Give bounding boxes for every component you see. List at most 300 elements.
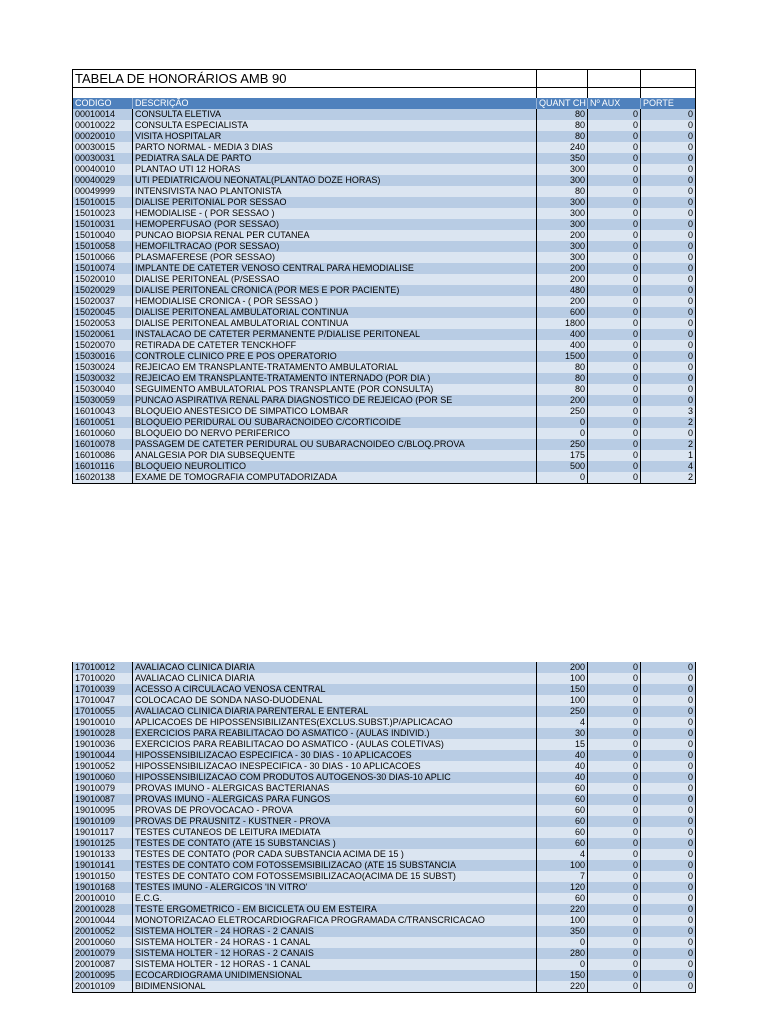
cell-aux: 0 (588, 439, 641, 450)
cell-code: 00040029 (73, 175, 133, 186)
fee-table (72, 69, 696, 484)
table-row (73, 783, 696, 794)
cell-aux: 0 (588, 750, 641, 761)
cell-porte: 0 (641, 263, 696, 274)
cell-aux: 0 (588, 450, 641, 461)
cell-description: EXERCICIOS PARA REABILITACAO DO ASMATICO - (AULAS INDIVID.) (133, 728, 537, 739)
cell-quant-ch: 80 (537, 109, 588, 120)
cell-porte: 0 (641, 285, 696, 296)
cell-code: 16010051 (73, 417, 133, 428)
title-row (73, 70, 696, 88)
table-row (73, 263, 696, 274)
cell-porte: 0 (641, 241, 696, 252)
cell-quant-ch: 350 (537, 153, 588, 164)
table-row (73, 750, 696, 761)
cell-description: DIALISE PERITONIAL POR SESSAO (133, 197, 537, 208)
cell-porte: 0 (641, 816, 696, 827)
cell-porte: 0 (641, 981, 696, 993)
table-row (73, 362, 696, 373)
cell-description: INTENSIVISTA NAO PLANTONISTA (133, 186, 537, 197)
cell-quant-ch: 350 (537, 926, 588, 937)
cell-porte: 0 (641, 838, 696, 849)
cell-aux: 0 (588, 131, 641, 142)
cell-quant-ch: 60 (537, 794, 588, 805)
cell-aux: 0 (588, 893, 641, 904)
cell-code: 19010010 (73, 717, 133, 728)
cell-quant-ch: 250 (537, 706, 588, 717)
cell-aux: 0 (588, 970, 641, 981)
cell-description: PUNCAO BIOPSIA RENAL PER CUTANEA (133, 230, 537, 241)
cell-description: CONSULTA ELETIVA (133, 109, 537, 120)
cell-description: BIDIMENSIONAL (133, 981, 537, 993)
cell-aux: 0 (588, 296, 641, 307)
cell-aux: 0 (588, 717, 641, 728)
cell-quant-ch: 300 (537, 164, 588, 175)
cell-porte: 2 (641, 417, 696, 428)
cell-code: 15030016 (73, 351, 133, 362)
cell-aux: 0 (588, 395, 641, 406)
cell-porte: 0 (641, 915, 696, 926)
cell-porte: 0 (641, 230, 696, 241)
cell-quant-ch: 100 (537, 673, 588, 684)
cell-porte: 0 (641, 252, 696, 263)
cell-porte: 0 (641, 307, 696, 318)
cell-quant-ch: 4 (537, 717, 588, 728)
cell-quant-ch: 200 (537, 230, 588, 241)
cell-code: 20010087 (73, 959, 133, 970)
cell-description: AVALIACAO CLINICA DIARIA PARENTERAL E ENTERAL (133, 706, 537, 717)
cell-aux: 0 (588, 318, 641, 329)
cell-description: AVALIACAO CLINICA DIARIA (133, 673, 537, 684)
cell-quant-ch: 1500 (537, 351, 588, 362)
cell-description: INSTALACAO DE CATETER PERMANENTE P/DIALISE PERITONEAL (133, 329, 537, 340)
cell-porte: 0 (641, 131, 696, 142)
cell-quant-ch: 0 (537, 417, 588, 428)
cell-description: TESTES DE CONTATO (POR CADA SUBSTANCIA ACIMA DE 15 ) (133, 849, 537, 860)
cell-code: 19010087 (73, 794, 133, 805)
table-row (73, 959, 696, 970)
cell-aux: 0 (588, 406, 641, 417)
cell-quant-ch: 480 (537, 285, 588, 296)
cell-porte: 0 (641, 384, 696, 395)
cell-quant-ch: 30 (537, 728, 588, 739)
cell-description: PROVAS DE PROVOCACAO - PROVA (133, 805, 537, 816)
cell-code: 16010078 (73, 439, 133, 450)
cell-aux: 0 (588, 684, 641, 695)
cell-code: 15030024 (73, 362, 133, 373)
table-row (73, 417, 696, 428)
cell-porte: 0 (641, 340, 696, 351)
cell-quant-ch: 240 (537, 142, 588, 153)
table-title: TABELA DE HONORÁRIOS AMB 90 (73, 70, 537, 88)
cell-aux: 0 (588, 472, 641, 484)
cell-description: BLOQUEIO DO NERVO PERIFERICO (133, 428, 537, 439)
cell-quant-ch: 60 (537, 783, 588, 794)
table-row (73, 296, 696, 307)
cell-aux: 0 (588, 981, 641, 993)
cell-porte: 2 (641, 439, 696, 450)
cell-porte: 0 (641, 274, 696, 285)
cell-description: COLOCACAO DE SONDA NASO-DUODENAL (133, 695, 537, 706)
cell-description: APLICACOES DE HIPOSSENSIBILIZANTES(EXCLUS.SUBST.)P/APLICACAO (133, 717, 537, 728)
cell-code: 00049999 (73, 186, 133, 197)
cell-description: CONTROLE CLINICO PRE E POS OPERATORIO (133, 351, 537, 362)
table-row (73, 904, 696, 915)
table-row (73, 384, 696, 395)
cell-porte: 0 (641, 717, 696, 728)
table-row (73, 197, 696, 208)
cell-description: HEMOFILTRACAO (POR SESSAO) (133, 241, 537, 252)
cell-quant-ch: 175 (537, 450, 588, 461)
cell-description: HEMODIALISE CRONICA - ( POR SESSAO ) (133, 296, 537, 307)
cell-code: 16010086 (73, 450, 133, 461)
header-row (73, 98, 696, 109)
cell-quant-ch: 200 (537, 662, 588, 673)
cell-description: REJEICAO EM TRANSPLANTE-TRATAMENTO INTERNADO (POR DIA ) (133, 373, 537, 384)
cell-quant-ch: 40 (537, 750, 588, 761)
cell-aux: 0 (588, 340, 641, 351)
cell-porte: 0 (641, 871, 696, 882)
cell-quant-ch: 80 (537, 131, 588, 142)
cell-code: 15010040 (73, 230, 133, 241)
cell-quant-ch: 0 (537, 472, 588, 484)
cell-aux: 0 (588, 461, 641, 472)
cell-quant-ch: 250 (537, 406, 588, 417)
cell-description: BLOQUEIO NEUROLITICO (133, 461, 537, 472)
cell-code: 17010012 (73, 662, 133, 673)
table-row (73, 373, 696, 384)
cell-quant-ch: 220 (537, 904, 588, 915)
blank-cell (588, 88, 641, 99)
cell-description: BLOQUEIO ANESTESICO DE SIMPATICO LOMBAR (133, 406, 537, 417)
cell-quant-ch: 120 (537, 882, 588, 893)
cell-porte: 0 (641, 860, 696, 871)
cell-description: PUNCAO ASPIRATIVA RENAL PARA DIAGNOSTICO DE REJEICAO (POR SE (133, 395, 537, 406)
cell-aux: 0 (588, 926, 641, 937)
cell-porte: 0 (641, 783, 696, 794)
cell-code: 20010095 (73, 970, 133, 981)
cell-code: 19010036 (73, 739, 133, 750)
cell-quant-ch: 400 (537, 340, 588, 351)
cell-aux: 0 (588, 208, 641, 219)
cell-code: 17010020 (73, 673, 133, 684)
table-row (73, 252, 696, 263)
cell-quant-ch: 600 (537, 307, 588, 318)
header-quant-ch: QUANT CH (537, 98, 588, 109)
cell-description: RETIRADA DE CATETER TENCKHOFF (133, 340, 537, 351)
cell-porte: 0 (641, 164, 696, 175)
title-blank-cell (588, 70, 641, 88)
table-row (73, 164, 696, 175)
cell-aux: 0 (588, 329, 641, 340)
cell-description: BLOQUEIO PERIDURAL OU SUBARACNOIDEO C/CORTICOIDE (133, 417, 537, 428)
table-row (73, 230, 696, 241)
cell-aux: 0 (588, 794, 641, 805)
cell-code: 20010010 (73, 893, 133, 904)
table-row (73, 142, 696, 153)
cell-code: 15030059 (73, 395, 133, 406)
cell-porte: 0 (641, 120, 696, 131)
cell-quant-ch: 100 (537, 860, 588, 871)
table-row (73, 937, 696, 948)
cell-aux: 0 (588, 263, 641, 274)
cell-code: 19010109 (73, 816, 133, 827)
cell-quant-ch: 200 (537, 263, 588, 274)
cell-description: SEGUIMENTO AMBULATORIAL POS TRANSPLANTE (POR CONSULTA) (133, 384, 537, 395)
cell-aux: 0 (588, 772, 641, 783)
table-row (73, 329, 696, 340)
cell-quant-ch: 220 (537, 981, 588, 993)
cell-description: TESTES DE CONTATO COM FOTOSSEMSIBILIZACAO(ACIMA DE 15 SUBST) (133, 871, 537, 882)
table-row (73, 838, 696, 849)
cell-quant-ch: 200 (537, 395, 588, 406)
cell-aux: 0 (588, 219, 641, 230)
cell-description: SISTEMA HOLTER - 12 HORAS - 1 CANAL (133, 959, 537, 970)
cell-quant-ch: 300 (537, 197, 588, 208)
cell-code: 15010066 (73, 252, 133, 263)
table-row (73, 662, 696, 673)
table-row (73, 684, 696, 695)
cell-quant-ch: 80 (537, 362, 588, 373)
cell-porte: 0 (641, 208, 696, 219)
cell-description: TESTES IMUNO - ALERGICOS 'IN VITRO' (133, 882, 537, 893)
cell-quant-ch: 300 (537, 175, 588, 186)
cell-porte: 0 (641, 750, 696, 761)
cell-porte: 0 (641, 970, 696, 981)
cell-description: PROVAS IMUNO - ALERGICAS BACTERIANAS (133, 783, 537, 794)
table-row (73, 673, 696, 684)
table-row (73, 772, 696, 783)
table-row (73, 241, 696, 252)
cell-aux: 0 (588, 351, 641, 362)
cell-quant-ch: 80 (537, 373, 588, 384)
cell-aux: 0 (588, 662, 641, 673)
cell-quant-ch: 1800 (537, 318, 588, 329)
table-row (73, 948, 696, 959)
cell-aux: 0 (588, 186, 641, 197)
cell-code: 16010116 (73, 461, 133, 472)
header-porte: PORTE (641, 98, 696, 109)
cell-code: 19010095 (73, 805, 133, 816)
table-row (73, 849, 696, 860)
cell-code: 20010060 (73, 937, 133, 948)
cell-code: 15010058 (73, 241, 133, 252)
table-row (73, 794, 696, 805)
cell-aux: 0 (588, 252, 641, 263)
cell-aux: 0 (588, 673, 641, 684)
cell-quant-ch: 300 (537, 252, 588, 263)
cell-aux: 0 (588, 384, 641, 395)
table-row (73, 406, 696, 417)
cell-porte: 0 (641, 706, 696, 717)
cell-code: 15010074 (73, 263, 133, 274)
cell-aux: 0 (588, 241, 641, 252)
cell-aux: 0 (588, 805, 641, 816)
table-row (73, 472, 696, 484)
cell-porte: 2 (641, 472, 696, 484)
cell-porte: 0 (641, 827, 696, 838)
cell-description: AVALIACAO CLINICA DIARIA (133, 662, 537, 673)
cell-aux: 0 (588, 904, 641, 915)
cell-code: 16010060 (73, 428, 133, 439)
cell-description: DIALISE PERITONEAL CRONICA (POR MES E POR PACIENTE) (133, 285, 537, 296)
table-row (73, 153, 696, 164)
cell-aux: 0 (588, 197, 641, 208)
cell-aux: 0 (588, 164, 641, 175)
cell-porte: 0 (641, 186, 696, 197)
fee-table-continued (72, 662, 696, 993)
cell-code: 19010168 (73, 882, 133, 893)
cell-aux: 0 (588, 882, 641, 893)
cell-porte: 0 (641, 948, 696, 959)
cell-quant-ch: 60 (537, 893, 588, 904)
cell-description: MONOTORIZACAO ELETROCARDIOGRAFICA PROGRAMADA C/TRANSCRICACAO (133, 915, 537, 926)
cell-code: 00030031 (73, 153, 133, 164)
cell-porte: 0 (641, 395, 696, 406)
cell-aux: 0 (588, 915, 641, 926)
cell-description: VISITA HOSPITALAR (133, 131, 537, 142)
cell-porte: 0 (641, 728, 696, 739)
table-row (73, 981, 696, 993)
cell-aux: 0 (588, 285, 641, 296)
cell-aux: 0 (588, 838, 641, 849)
table-row (73, 439, 696, 450)
cell-porte: 1 (641, 450, 696, 461)
title-blank-cell (537, 70, 588, 88)
cell-code: 20010044 (73, 915, 133, 926)
table-row (73, 428, 696, 439)
table-row (73, 120, 696, 131)
cell-code: 15030040 (73, 384, 133, 395)
cell-aux: 0 (588, 816, 641, 827)
cell-quant-ch: 0 (537, 428, 588, 439)
cell-description: TESTE ERGOMETRICO - EM BICICLETA OU EM ESTEIRA (133, 904, 537, 915)
cell-code: 17010047 (73, 695, 133, 706)
cell-porte: 0 (641, 926, 696, 937)
cell-quant-ch: 250 (537, 439, 588, 450)
cell-code: 16020138 (73, 472, 133, 484)
cell-aux: 0 (588, 109, 641, 120)
cell-quant-ch: 280 (537, 948, 588, 959)
cell-code: 15030032 (73, 373, 133, 384)
cell-porte: 0 (641, 428, 696, 439)
cell-description: PARTO NORMAL - MEDIA 3 DIAS (133, 142, 537, 153)
blank-row (73, 88, 696, 99)
cell-code: 15020070 (73, 340, 133, 351)
cell-aux: 0 (588, 739, 641, 750)
table-row (73, 340, 696, 351)
table-row (73, 695, 696, 706)
header-descricao: DESCRIÇÃO (133, 98, 537, 109)
cell-description: HEMODIALISE - ( POR SESSAO ) (133, 208, 537, 219)
cell-quant-ch: 300 (537, 241, 588, 252)
cell-code: 17010039 (73, 684, 133, 695)
table-row (73, 318, 696, 329)
cell-porte: 0 (641, 772, 696, 783)
cell-porte: 0 (641, 739, 696, 750)
cell-quant-ch: 15 (537, 739, 588, 750)
cell-porte: 0 (641, 175, 696, 186)
cell-description: CONSULTA ESPECIALISTA (133, 120, 537, 131)
cell-porte: 0 (641, 219, 696, 230)
table-row (73, 285, 696, 296)
cell-aux: 0 (588, 827, 641, 838)
cell-quant-ch: 80 (537, 384, 588, 395)
cell-description: ACESSO A CIRCULACAO VENOSA CENTRAL (133, 684, 537, 695)
cell-porte: 0 (641, 695, 696, 706)
cell-quant-ch: 300 (537, 208, 588, 219)
cell-code: 00020010 (73, 131, 133, 142)
cell-description: EXAME DE TOMOGRAFIA COMPUTADORIZADA (133, 472, 537, 484)
cell-aux: 0 (588, 274, 641, 285)
table-row (73, 761, 696, 772)
cell-code: 00010014 (73, 109, 133, 120)
table-row (73, 717, 696, 728)
cell-code: 17010055 (73, 706, 133, 717)
cell-description: PASSAGEM DE CATETER PERIDURAL OU SUBARACNOIDEO C/BLOQ.PROVA (133, 439, 537, 450)
table-row (73, 915, 696, 926)
cell-code: 19010028 (73, 728, 133, 739)
cell-quant-ch: 200 (537, 296, 588, 307)
table-row (73, 728, 696, 739)
table-row (73, 208, 696, 219)
cell-aux: 0 (588, 428, 641, 439)
cell-quant-ch: 150 (537, 970, 588, 981)
cell-quant-ch: 80 (537, 120, 588, 131)
cell-description: TESTES DE CONTATO (ATE 15 SUBSTANCIAS ) (133, 838, 537, 849)
cell-porte: 0 (641, 296, 696, 307)
cell-quant-ch: 150 (537, 684, 588, 695)
cell-description: SISTEMA HOLTER - 24 HORAS - 2 CANAIS (133, 926, 537, 937)
cell-porte: 0 (641, 109, 696, 120)
table-row (73, 219, 696, 230)
cell-code: 00030015 (73, 142, 133, 153)
cell-description: DIALISE PERITONEAL (P/SESSAO (133, 274, 537, 285)
cell-description: PEDIATRA SALA DE PARTO (133, 153, 537, 164)
cell-aux: 0 (588, 871, 641, 882)
cell-porte: 0 (641, 794, 696, 805)
cell-description: ECOCARDIOGRAMA UNIDIMENSIONAL (133, 970, 537, 981)
cell-quant-ch: 60 (537, 816, 588, 827)
cell-description: REJEICAO EM TRANSPLANTE-TRATAMENTO AMBULATORIAL (133, 362, 537, 373)
cell-code: 19010079 (73, 783, 133, 794)
cell-porte: 0 (641, 849, 696, 860)
table-row (73, 109, 696, 120)
cell-porte: 0 (641, 197, 696, 208)
title-blank-cell (641, 70, 696, 88)
cell-code: 20010028 (73, 904, 133, 915)
cell-description: PLASMAFERESE (POR SESSAO) (133, 252, 537, 263)
cell-aux: 0 (588, 761, 641, 772)
cell-code: 00040010 (73, 164, 133, 175)
header-codigo: CODIGO (73, 98, 133, 109)
cell-quant-ch: 300 (537, 219, 588, 230)
cell-aux: 0 (588, 373, 641, 384)
cell-code: 20010109 (73, 981, 133, 993)
cell-porte: 4 (641, 461, 696, 472)
cell-code: 19010141 (73, 860, 133, 871)
cell-code: 15010023 (73, 208, 133, 219)
table-row (73, 351, 696, 362)
cell-quant-ch: 60 (537, 805, 588, 816)
cell-porte: 0 (641, 142, 696, 153)
cell-porte: 0 (641, 351, 696, 362)
cell-code: 20010052 (73, 926, 133, 937)
cell-code: 20010079 (73, 948, 133, 959)
cell-quant-ch: 400 (537, 329, 588, 340)
cell-code: 15020061 (73, 329, 133, 340)
cell-porte: 0 (641, 937, 696, 948)
